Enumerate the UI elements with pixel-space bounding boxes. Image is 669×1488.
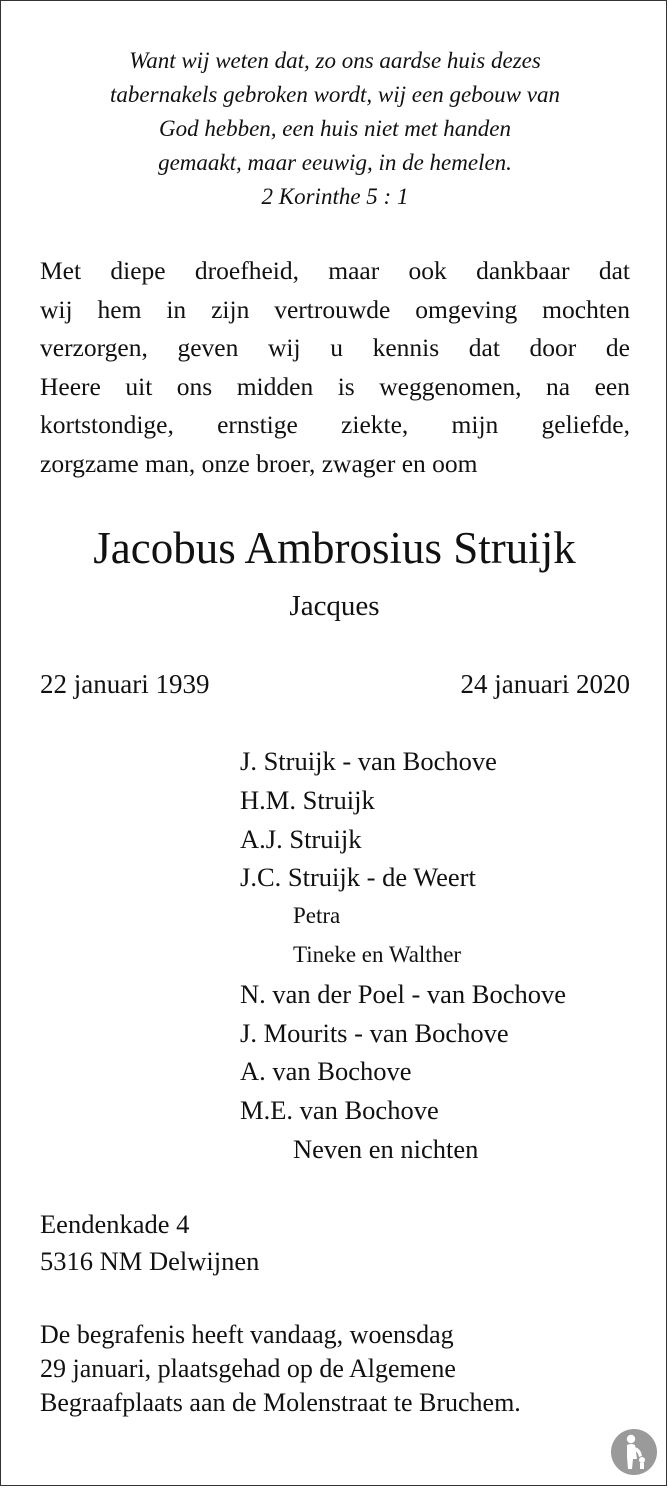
bible-verse (40, 44, 630, 214)
announcement-line: wij hem in zijn vertrouwde omgeving mochten (40, 294, 630, 324)
announcement-text (40, 252, 630, 483)
verse-line: gemaakt, maar eeuwig, in de hemelen. (158, 150, 512, 175)
birth-date: 22 januari 1939 (40, 669, 210, 699)
mourner-name: J. Mourits - van Bochove (240, 1017, 509, 1048)
announcement-line: zorgzame man, onze broer, zwager en oom (40, 448, 478, 478)
mourners-list (240, 742, 660, 1169)
verse-line: Want wij weten dat, zo ons aardse huis dezes (129, 48, 541, 73)
verse-line: God hebben, een huis niet met handen (159, 116, 511, 141)
memorial-figure-icon (611, 1429, 657, 1475)
mourner-name: J.C. Struijk - de Weert (240, 862, 476, 893)
address-block (40, 1206, 259, 1279)
funeral-line: 29 januari, plaatsgehad op de Algemene (40, 1354, 456, 1383)
deceased-nickname: Jacques (289, 590, 380, 622)
announcement-line: Heere uit ons midden is weggenomen, na een (40, 371, 630, 401)
mourner-name: H.M. Struijk (240, 784, 375, 815)
mourner-name: A. van Bochove (240, 1056, 412, 1087)
funeral-line: Begraafplaats aan de Molenstraat te Bruchem. (40, 1388, 521, 1417)
mourner-name: Neven en nichten (293, 1133, 479, 1164)
mourner-name: A.J. Struijk (240, 823, 362, 854)
mourner-name: Tineke en Walther (293, 941, 462, 967)
death-date: 24 januari 2020 (460, 669, 630, 699)
mourner-name: M.E. van Bochove (240, 1095, 439, 1126)
announcement-line: kortstondige, ernstige ziekte, mijn geliefde, (40, 410, 630, 439)
address-postal-city: 5316 NM Delwijnen (40, 1245, 260, 1276)
mourner-name: J. Struijk - van Bochove (240, 746, 497, 776)
verse-reference: 2 Korinthe 5 : 1 (261, 184, 409, 209)
mourner-name: Petra (293, 903, 341, 929)
verse-line: tabernakels gebroken wordt, wij een gebouw van (110, 82, 560, 107)
deceased-name: Jacobus Ambrosius Struijk (93, 523, 576, 573)
mourner-name: N. van der Poel - van Bochove (240, 978, 567, 1009)
funeral-info (40, 1318, 640, 1420)
address-street: Eendenkade 4 (40, 1209, 190, 1239)
announcement-line: verzorgen, geven wij u kennis dat door de (40, 333, 630, 362)
announcement-line: Met diepe droefheid, maar ook dankbaar dat (40, 256, 630, 285)
funeral-line: De begrafenis heeft vandaag, woensdag (40, 1320, 454, 1349)
